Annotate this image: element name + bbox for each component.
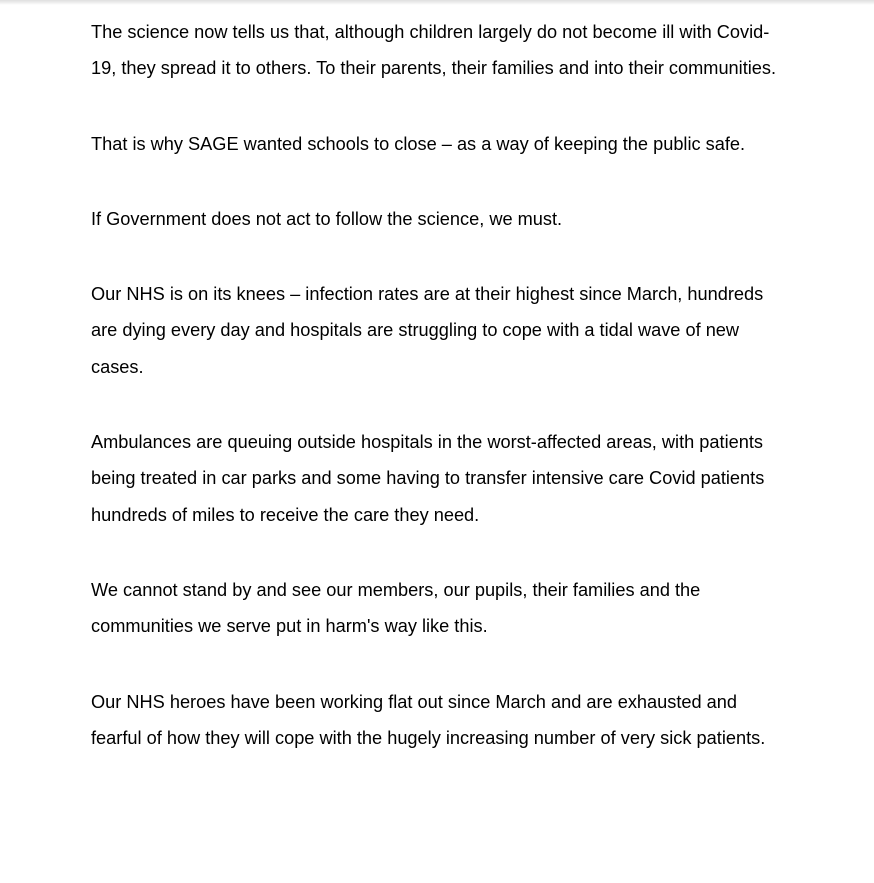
paragraph-government: If Government does not act to follow the science, we must. xyxy=(91,208,563,229)
paragraph-sage: That is why SAGE wanted schools to close – as a way of keeping the public safe. xyxy=(91,133,746,154)
top-edge-shadow xyxy=(0,0,874,5)
paragraph-ambulances: Ambulances are queuing outside hospitals in the worst-affected areas, with patients being treated in car parks and some having to transfer intensive care Covid patients hundreds of miles to receive the care they need. xyxy=(91,432,765,525)
document-body xyxy=(91,14,791,756)
paragraph-cannot-stand-by: We cannot stand by and see our members, our pupils, their families and the communities we serve put in harm's way like this. xyxy=(91,579,701,637)
paragraph-nhs-heroes: Our NHS heroes have been working flat out since March and are exhausted and fearful of how they will cope with the hugely increasing number of very sick patients. xyxy=(91,691,766,748)
paragraph-science: The science now tells us that, although children largely do not become ill with Covid-19, they spread it to others. To their parents, their families and into their communities. xyxy=(91,22,777,79)
paragraph-nhs-knees: Our NHS is on its knees – infection rates are at their highest since March, hundreds are dying every day and hospitals are struggling to cope with a tidal wave of new cases. xyxy=(91,284,764,377)
